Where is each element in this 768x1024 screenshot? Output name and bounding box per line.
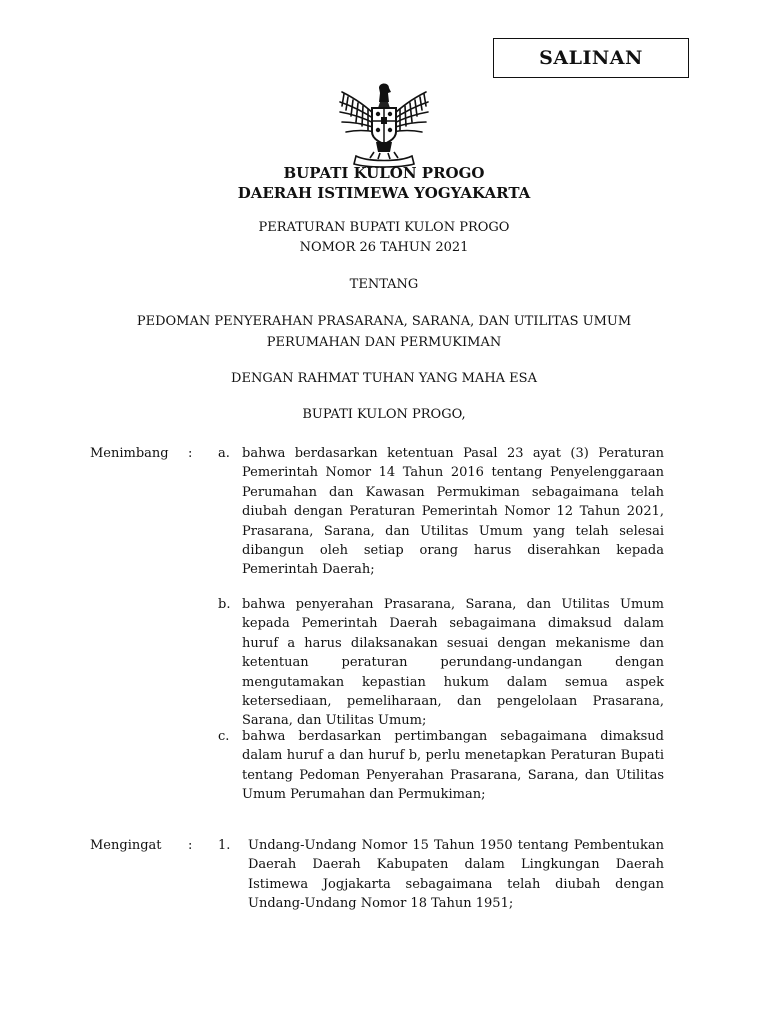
- header-line2: DAERAH ISTIMEWA YOGYAKARTA: [237, 184, 531, 202]
- header-line1: BUPATI KULON PROGO: [283, 164, 485, 182]
- issuer-line: BUPATI KULON PROGO,: [302, 407, 466, 422]
- regulation-title: PERATURAN BUPATI KULON PROGO: [258, 220, 510, 235]
- subject-line1: PEDOMAN PENYERAHAN PRASARANA, SARANA, DAN UTILITAS UMUM: [136, 314, 632, 329]
- mengingat-colon: :: [188, 838, 193, 853]
- menimbang-item-b: bahwa penyerahan Prasarana, Sarana, dan Utilitas Umum kepada Pemerintah Daerah sebagaimana dimaksud dalam huruf a harus dilaksanakan sesuai dengan mekanisme dan ketentuan peraturan perundang-undangan dengan mengutamakan kepastian hukum dalam semua aspek ketersediaan, pemeliharaan, dan pengelolaan Prasarana, Sarana, dan Utilitas Umum;: [242, 597, 664, 729]
- regulation-number: NOMOR 26 TAHUN 2021: [299, 240, 469, 255]
- salinan-stamp: SALINAN: [493, 38, 689, 78]
- subject-line2: PERUMAHAN DAN PERMUKIMAN: [266, 335, 502, 350]
- mengingat-label: Mengingat: [90, 838, 162, 853]
- menimbang-colon: :: [188, 446, 193, 461]
- tentang-heading: TENTANG: [349, 277, 419, 292]
- mengingat-item-1: Undang-Undang Nomor 15 Tahun 1950 tentang Pembentukan Daerah Daerah Kabupaten dalam Lingkungan Daerah Istimewa Jogjakarta sebagaimana telah diubah dengan Undang-Undang Nomor 18 Tahun 1951;: [248, 838, 664, 912]
- garuda-emblem-icon: [336, 76, 432, 168]
- item-marker: a.: [218, 446, 230, 461]
- blessing-line: DENGAN RAHMAT TUHAN YANG MAHA ESA: [231, 371, 537, 386]
- menimbang-item-c: bahwa berdasarkan pertimbangan sebagaimana dimaksud dalam huruf a dan huruf b, perlu menetapkan Peraturan Bupati tentang Pedoman Penyerahan Prasarana, Sarana, dan Utilitas Umum Perumahan dan Permukiman;: [242, 729, 664, 803]
- menimbang-label: Menimbang: [90, 446, 169, 461]
- item-marker: c.: [218, 729, 230, 744]
- item-marker: 1.: [218, 838, 231, 853]
- menimbang-item-a: bahwa berdasarkan ketentuan Pasal 23 ayat (3) Peraturan Pemerintah Nomor 14 Tahun 2016 tentang Penyelenggaraan Perumahan dan Kawasan Permukiman sebagaimana telah diubah dengan Peraturan Pemerintah Nomor 12 Tahun 2021, Prasarana, Sarana, dan Utilitas Umum yang telah selesai dibangun oleh setiap orang harus diserahkan kepada Pemerintah Daerah;: [242, 446, 664, 578]
- item-marker: b.: [218, 597, 231, 612]
